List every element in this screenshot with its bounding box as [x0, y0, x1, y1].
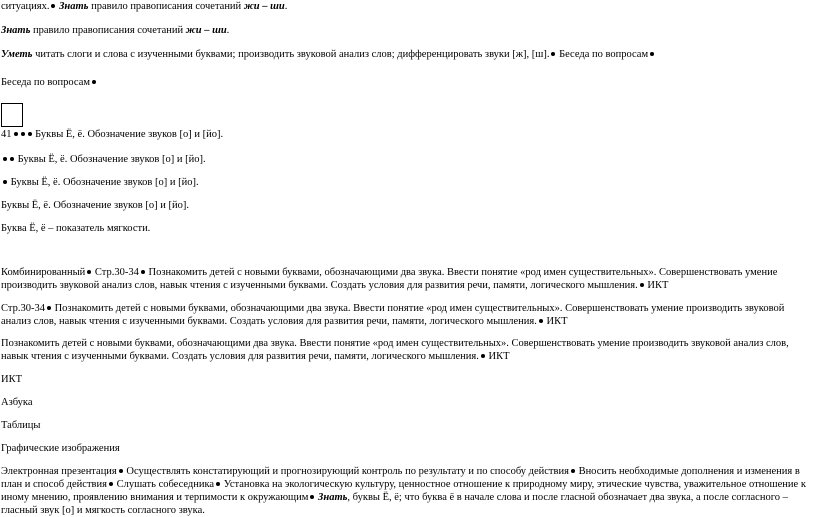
text: Слушать собеседника: [113, 479, 215, 490]
line-1: [1, 0, 812, 13]
text: ИКТ: [485, 351, 510, 362]
bullet-icon: [310, 495, 314, 499]
text: Осуществлять констатирующий и прогнозирующий контроль по результату и по способу действия: [123, 466, 569, 477]
line-6: [1, 153, 812, 166]
lesson-number: 41: [1, 129, 12, 140]
bullet-icon: [92, 80, 96, 84]
bullet-icon: [650, 52, 654, 56]
text: Познакомить детей с новыми буквами, обозначающими два звука. Ввести понятие «род имен существительных». Совершенствовать умение производить звуковой анализ слов, навык чтения с изученными буквами. Создать условия для развития речи, памяти, логического мышления.: [1, 303, 785, 327]
line-4: [1, 76, 812, 89]
text: ИКТ: [1, 374, 22, 385]
bold-term: Знать: [318, 492, 348, 503]
paragraph-1: [1, 266, 812, 292]
bullet-icon: [21, 132, 25, 136]
text: Стр.30-34: [92, 267, 139, 278]
bullet-icon: [539, 319, 543, 323]
text: Вносить необходимые дополнения и изменения в план и способ действия: [1, 466, 800, 490]
bullet-icon: [51, 4, 55, 8]
text: Графические изображения: [1, 443, 120, 454]
bullet-icon: [28, 132, 32, 136]
bold-term: Знать: [59, 1, 89, 12]
text: Буквы Ё, ё. Обозначение звуков [о] и [йо].: [15, 154, 206, 165]
line-13: [1, 442, 812, 455]
text: Буквы Ё, ё. Обозначение звуков [о] и [йо].: [8, 177, 199, 188]
bullet-icon: [481, 354, 485, 358]
text: .: [284, 1, 288, 12]
bullet-icon: [3, 157, 7, 161]
text: Таблицы: [1, 420, 41, 431]
text: правило правописания сочетаний: [30, 25, 186, 36]
line-12: [1, 419, 812, 432]
text: читать слоги и слова с изученными буквами; производить звуковой анализ слов; дифференцировать звуки [ж], [ш].: [32, 49, 550, 60]
line-7: [1, 176, 812, 189]
line-3: [1, 48, 812, 61]
bullet-icon: [3, 180, 7, 184]
bold-term: Уметь: [1, 49, 33, 60]
text: ИКТ: [644, 280, 669, 291]
bullet-icon: [87, 270, 91, 274]
line-9: [1, 222, 812, 235]
bullet-icon: [640, 283, 644, 287]
bullet-icon: [551, 52, 555, 56]
bullet-icon: [10, 157, 14, 161]
text: Стр.30-34: [1, 303, 45, 314]
text: Азбука: [1, 397, 33, 408]
paragraph-3: [1, 337, 812, 363]
bullet-icon: [216, 482, 220, 486]
text: правило правописания сочетаний: [88, 1, 244, 12]
text: .: [226, 25, 230, 36]
line-8: [1, 199, 812, 212]
bold-term: Знать: [1, 25, 31, 36]
bullet-icon: [119, 469, 123, 473]
bold-term: жи – ши: [185, 25, 227, 36]
bullet-icon: [47, 306, 51, 310]
paragraph-2: [1, 302, 812, 328]
bullet-icon: [14, 132, 18, 136]
text: Беседа по вопросам: [1, 77, 90, 88]
text: Буквы Ё, ё. Обозначение звуков [о] и [йо].: [1, 200, 189, 211]
text: ситуациях.: [1, 1, 50, 12]
text: Буква Ё, ё – показатель мягкости.: [1, 223, 151, 234]
text: Комбинированный: [1, 267, 86, 278]
line-10: [1, 373, 812, 386]
text: Познакомить детей с новыми буквами, обозначающими два звука. Ввести понятие «род имен существительных». Совершенствовать умение производить звуковой анализ слов, навык чтения с изученными буквами. Создать условия для развития речи, памяти, логического мышления.: [1, 338, 789, 362]
bullet-icon: [109, 482, 113, 486]
text: Познакомить детей с новыми буквами, обозначающими два звука. Ввести понятие «род имен существительных». Совершенствовать умение производить звуковой анализ слов, навык чтения с изученными буквами. Создать условия для развития речи, памяти, логического мышления.: [1, 267, 778, 291]
bold-term: жи – ши: [243, 1, 285, 12]
bullet-icon: [571, 469, 575, 473]
text: ИКТ: [543, 316, 568, 327]
empty-cell-box: [1, 103, 23, 127]
text: , буквы Ё, ё; что буква ё в начале слова и после гласной обозначает два звука, а после согласного – гласный звук [о] и мягкость согласного звука.: [1, 492, 788, 516]
text: Беседа по вопросам: [556, 49, 649, 60]
text: Буквы Ё, ё. Обозначение звуков [о] и [йо].: [32, 129, 224, 140]
text: Электронная презентация: [1, 466, 117, 477]
line-11: [1, 396, 812, 409]
line-5: [1, 128, 812, 141]
text: Установка на экологическую культуру, ценностное отношение к природному миру, этические чувства, уважительное отношение к иному мнению, проявлению внимания и терпимости к окружающим: [1, 479, 806, 503]
paragraph-4: [1, 465, 812, 517]
bullet-icon: [141, 270, 145, 274]
line-2: [1, 24, 812, 37]
